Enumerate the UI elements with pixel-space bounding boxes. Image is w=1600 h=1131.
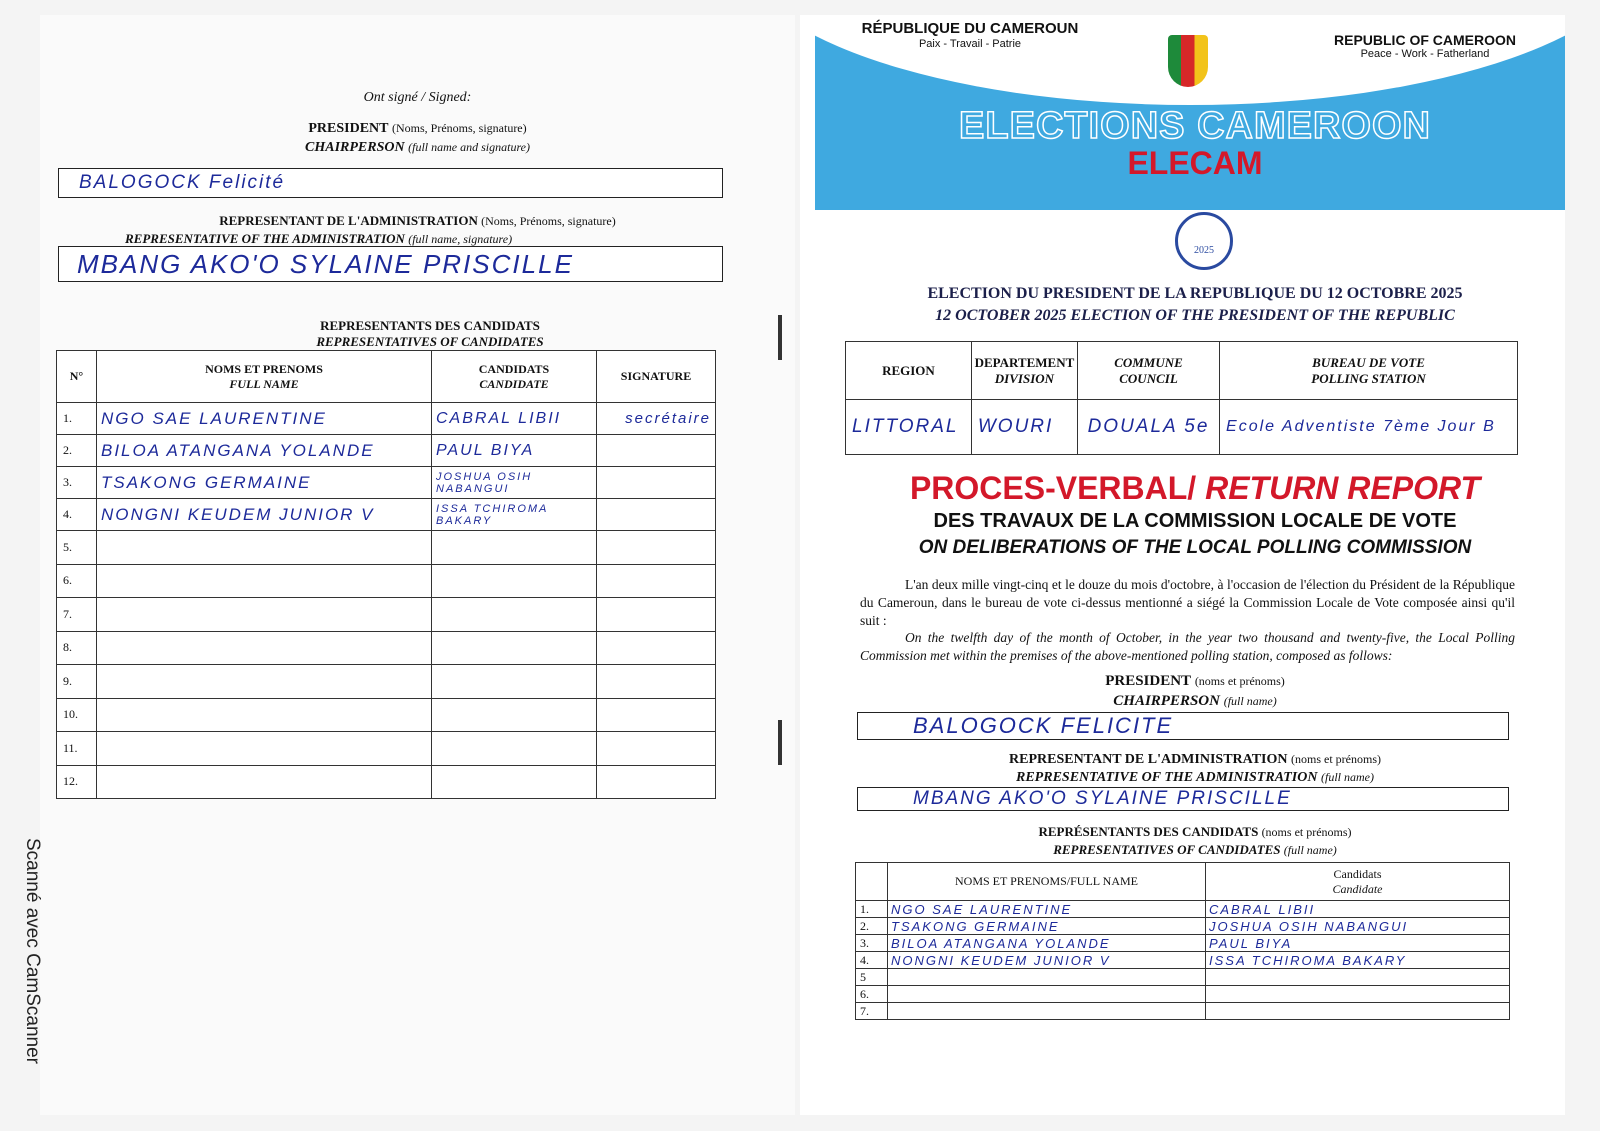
- table-row: [57, 631, 716, 665]
- row-no: 3.: [57, 467, 97, 499]
- note: (noms et prénoms): [1261, 825, 1352, 839]
- row-candidate[interactable]: JOSHUA OSIH NABANGUI: [1206, 918, 1510, 935]
- table-row: [57, 665, 716, 699]
- name-fr: NOMS ET PRENOMS: [205, 361, 323, 376]
- motto-fr: Paix - Travail - Patrie: [918, 38, 1022, 50]
- org-short: ELECAM: [1127, 145, 1263, 181]
- pv-en: RETURN REPORT: [1196, 470, 1481, 506]
- row-name[interactable]: [888, 1003, 1206, 1020]
- election-seal-icon: [1175, 212, 1233, 270]
- subtitle-en: ON DELIBERATIONS OF THE LOCAL POLLING COMMISSION: [918, 537, 1472, 558]
- row-no: 10.: [57, 698, 97, 732]
- row-signature[interactable]: [597, 732, 716, 766]
- header-en: POLLING STATION: [1311, 370, 1426, 386]
- table-row: [856, 986, 1510, 1003]
- table-row: [57, 403, 716, 435]
- header-en: DIVISION: [994, 370, 1055, 386]
- label: REPRESENTATIVES OF CANDIDATES: [1053, 842, 1281, 857]
- row-name[interactable]: [97, 631, 432, 665]
- signed-heading: [40, 90, 795, 106]
- pv-fr: PROCES-VERBAL/: [909, 470, 1197, 506]
- row-signature[interactable]: [597, 765, 716, 799]
- row-no: 12.: [57, 765, 97, 799]
- row-candidate[interactable]: [432, 665, 597, 699]
- row-name[interactable]: NONGNI KEUDEM JUNIOR V: [97, 499, 432, 531]
- cand-en: Candidate: [1332, 881, 1383, 896]
- col-signature: SIGNATURE: [597, 351, 716, 403]
- col-candidate: [1206, 863, 1510, 901]
- row-candidate[interactable]: [432, 698, 597, 732]
- left-cand-label: REPRESENTANTS DES CANDIDATS: [320, 318, 540, 333]
- row-signature[interactable]: [597, 598, 716, 632]
- label: REPRESENTATIVE OF THE ADMINISTRATION: [125, 231, 405, 246]
- table-row: [57, 732, 716, 766]
- row-signature[interactable]: [597, 499, 716, 531]
- row-name[interactable]: NONGNI KEUDEM JUNIOR V: [888, 952, 1206, 969]
- left-admin-label-en: [125, 231, 512, 247]
- table-row: [856, 969, 1510, 986]
- col-name: NOMS ET PRENOMS/FULL NAME: [888, 863, 1206, 901]
- row-name[interactable]: NGO SAE LAURENTINE: [97, 403, 432, 435]
- left-candidates-table: [56, 350, 716, 799]
- row-name[interactable]: [97, 732, 432, 766]
- row-no: 4.: [856, 952, 888, 969]
- location-header: [1220, 342, 1518, 400]
- location-value[interactable]: LITTORAL: [846, 400, 972, 455]
- row-candidate[interactable]: [1206, 1003, 1510, 1020]
- org-title: ELECTIONS CAMEROON: [959, 105, 1431, 147]
- header-en: COUNCIL: [1119, 370, 1178, 386]
- row-name[interactable]: [888, 986, 1206, 1003]
- row-signature[interactable]: [597, 665, 716, 699]
- signed-label: Ont signé / Signed:: [363, 90, 472, 105]
- right-chairperson-label: [815, 693, 1575, 710]
- note: (noms et prénoms): [1291, 752, 1381, 766]
- row-name[interactable]: BILOA ATANGANA YOLANDE: [97, 435, 432, 467]
- camscanner-watermark: Scanné avec CamScanner: [22, 837, 43, 1064]
- label: PRESIDENT: [1105, 673, 1192, 689]
- right-cand-label: [815, 824, 1575, 840]
- election-title-en: 12 OCTOBER 2025 ELECTION OF THE PRESIDENT OF THE REPUBLIC: [935, 307, 1455, 324]
- name-en: FULL NAME: [229, 376, 299, 391]
- location-header: [971, 342, 1077, 400]
- header-fr: DEPARTEMENT: [974, 354, 1075, 370]
- coat-of-arms-icon: [1168, 35, 1208, 87]
- table-row: [57, 467, 716, 499]
- label: REPRÉSENTANTS DES CANDIDATS: [1038, 824, 1259, 839]
- location-value[interactable]: Ecole Adventiste 7ème Jour B: [1220, 400, 1518, 455]
- right-candidates-table: [855, 862, 1510, 1020]
- row-name[interactable]: [97, 564, 432, 598]
- row-name[interactable]: [97, 698, 432, 732]
- note: (full name): [1320, 770, 1374, 784]
- row-no: 5.: [57, 531, 97, 565]
- right-president-label: [815, 673, 1575, 690]
- col-no: [856, 863, 888, 901]
- row-no: 1.: [856, 901, 888, 918]
- intro-fr: L'an deux mille vingt-cinq et le douze du mois d'octobre, à l'occasion de l'élection du Président de la République du Cameroun, dans le bureau de vote ci-dessus mentionné a siégé la Commission Locale de Vote composée ainsi qu'il suit :: [860, 577, 1515, 628]
- row-candidate[interactable]: [432, 732, 597, 766]
- row-name[interactable]: NGO SAE LAURENTINE: [888, 901, 1206, 918]
- left-president-label: [40, 121, 795, 137]
- row-no: 2.: [57, 435, 97, 467]
- row-signature[interactable]: [597, 631, 716, 665]
- table-row: [57, 698, 716, 732]
- left-admin-field[interactable]: MBANG AKO'O SYLAINE PRISCILLE: [58, 246, 723, 282]
- election-title-fr: ELECTION DU PRESIDENT DE LA REPUBLIQUE DU 12 OCTOBRE 2025: [927, 285, 1463, 302]
- right-admin-label-en: [815, 770, 1575, 786]
- row-no: 6.: [856, 986, 888, 1003]
- row-signature[interactable]: [597, 467, 716, 499]
- subtitle-fr: DES TRAVAUX DE LA COMMISSION LOCALE DE VOTE: [933, 510, 1457, 532]
- location-value[interactable]: WOURI: [971, 400, 1077, 455]
- row-signature[interactable]: [597, 564, 716, 598]
- row-candidate[interactable]: ISSA TCHIROMA BAKARY: [432, 499, 597, 531]
- location-table: [845, 341, 1518, 455]
- row-candidate[interactable]: [432, 531, 597, 565]
- note: (Noms, Prénoms, signature): [391, 121, 527, 135]
- table-row: [57, 598, 716, 632]
- row-signature[interactable]: secrétaire: [597, 403, 716, 435]
- table-row: [57, 765, 716, 799]
- note: (full name, signature): [408, 232, 513, 246]
- row-no: 4.: [57, 499, 97, 531]
- table-row: [856, 1003, 1510, 1020]
- location-value[interactable]: DOUALA 5e: [1077, 400, 1219, 455]
- label: CHAIRPERSON: [1113, 693, 1220, 709]
- header-fr: COMMUNE: [1114, 354, 1183, 370]
- row-candidate[interactable]: [432, 564, 597, 598]
- row-candidate[interactable]: [432, 765, 597, 799]
- row-candidate[interactable]: [1206, 986, 1510, 1003]
- col-candidate: [432, 351, 597, 403]
- row-candidate[interactable]: ISSA TCHIROMA BAKARY: [1206, 952, 1510, 969]
- label: REPRESENTANT DE L'ADMINISTRATION: [1009, 752, 1288, 767]
- row-candidate[interactable]: [432, 598, 597, 632]
- note: (full name and signature): [408, 140, 530, 154]
- row-no: 11.: [57, 732, 97, 766]
- left-admin-label: [40, 213, 795, 229]
- staple: [778, 315, 782, 360]
- table-row: [856, 935, 1510, 952]
- table-row: [856, 952, 1510, 969]
- row-name[interactable]: BILOA ATANGANA YOLANDE: [888, 935, 1206, 952]
- row-no: 8.: [57, 631, 97, 665]
- table-row: [57, 531, 716, 565]
- row-name[interactable]: [97, 598, 432, 632]
- row-candidate[interactable]: [1206, 969, 1510, 986]
- table-row: [856, 918, 1510, 935]
- row-no: 7.: [57, 598, 97, 632]
- right-president-field[interactable]: BALOGOCK FELICITE: [857, 712, 1509, 740]
- row-candidate[interactable]: CABRAL LIBII: [432, 403, 597, 435]
- note: (full name): [1223, 694, 1277, 708]
- row-candidate[interactable]: [432, 631, 597, 665]
- row-signature[interactable]: [597, 435, 716, 467]
- col-no: N°: [57, 351, 97, 403]
- table-row: [856, 901, 1510, 918]
- pv-title: [815, 470, 1575, 507]
- intro-en: On the twelfth day of the month of October, in the year two thousand and twenty-five, the Local Polling Commission met within the premises of the above-mentioned polling station, composed as follows:: [860, 630, 1515, 663]
- label: CHAIRPERSON: [305, 140, 405, 155]
- row-name[interactable]: [97, 765, 432, 799]
- row-candidate[interactable]: PAUL BIYA: [1206, 935, 1510, 952]
- right-cand-label-en: [815, 842, 1575, 858]
- location-header: [1077, 342, 1219, 400]
- row-no: 3.: [856, 935, 888, 952]
- table-row: [57, 499, 716, 531]
- row-no: 6.: [57, 564, 97, 598]
- row-name[interactable]: [97, 531, 432, 565]
- row-name[interactable]: TSAKONG GERMAINE: [97, 467, 432, 499]
- table-row: [57, 435, 716, 467]
- row-candidate[interactable]: JOSHUA OSIH NABANGUI: [432, 467, 597, 499]
- left-president-field[interactable]: BALOGOCK Felicité: [58, 168, 723, 198]
- row-no: 7.: [856, 1003, 888, 1020]
- note: (full name): [1283, 843, 1337, 857]
- motto-en: Peace - Work - Fatherland: [1360, 48, 1490, 60]
- cand-fr: Candidats: [1333, 866, 1382, 881]
- rep-fr: RÉPUBLIQUE DU CAMEROUN: [861, 20, 1079, 37]
- row-signature[interactable]: [597, 698, 716, 732]
- rep-en: REPUBLIC OF CAMEROON: [1334, 32, 1516, 48]
- row-signature[interactable]: [597, 531, 716, 565]
- left-chairperson-label: [40, 140, 795, 156]
- row-no: 1.: [57, 403, 97, 435]
- col-name: [97, 351, 432, 403]
- row-candidate[interactable]: PAUL BIYA: [432, 435, 597, 467]
- table-row: [57, 564, 716, 598]
- cand-en: CANDIDATE: [479, 376, 549, 391]
- label: REPRESENTANT DE L'ADMINISTRATION: [219, 213, 478, 228]
- note: (Noms, Prénoms, signature): [481, 214, 616, 228]
- right-admin-label: [815, 752, 1575, 768]
- location-header: [846, 342, 972, 400]
- header-fr: REGION: [882, 362, 935, 378]
- row-name[interactable]: [888, 969, 1206, 986]
- row-candidate[interactable]: CABRAL LIBII: [1206, 901, 1510, 918]
- row-name[interactable]: [97, 665, 432, 699]
- row-no: 9.: [57, 665, 97, 699]
- left-cand-label-en: REPRESENTATIVES OF CANDIDATES: [316, 334, 544, 349]
- staple: [778, 720, 782, 765]
- header-fr: BUREAU DE VOTE: [1312, 354, 1425, 370]
- note: (noms et prénoms): [1194, 674, 1285, 688]
- label: PRESIDENT: [308, 121, 389, 136]
- seal-year: 2025: [1194, 245, 1214, 256]
- cand-fr: CANDIDATS: [478, 361, 550, 376]
- right-admin-field[interactable]: MBANG AKO'O SYLAINE PRISCILLE: [857, 787, 1509, 811]
- label: REPRESENTATIVE OF THE ADMINISTRATION: [1016, 770, 1318, 785]
- row-name[interactable]: TSAKONG GERMAINE: [888, 918, 1206, 935]
- row-no: 5: [856, 969, 888, 986]
- row-no: 2.: [856, 918, 888, 935]
